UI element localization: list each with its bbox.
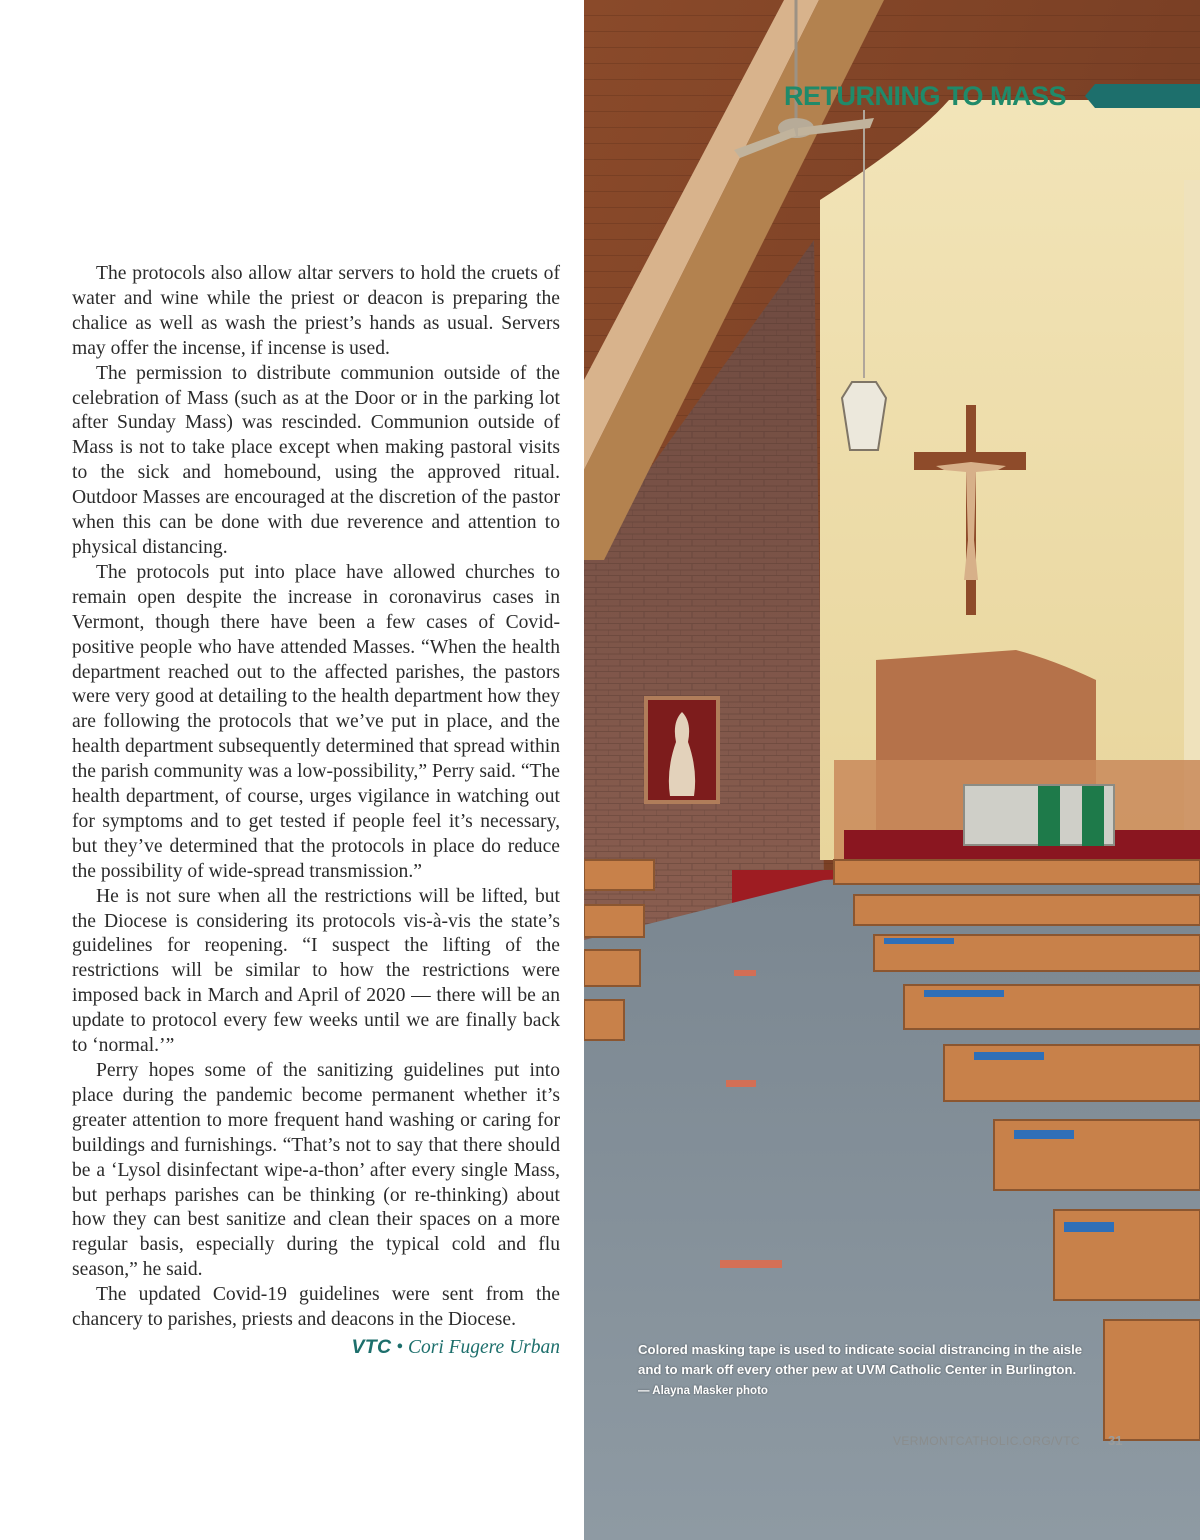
article-paragraph-5: Perry hopes some of the sanitizing guidelines put into place during the pandemic become permanent whether it’s greater attention to more frequent hand washing or caring for buildings and furnishings. “That’s not to say that there should be a ‘Lysol disinfectant wipe-a-thon’ after every single Mass, but perhaps parishes can be thinking (or re-thinking) about how they can best sanitize and clean their spaces on a more regular basis, especially during the typical cold and flu season,” he said. (72, 1060, 560, 1281)
page-number: 31 (1108, 1433, 1123, 1448)
section-title: RETURNING TO MASS (784, 81, 1067, 111)
footer-website: VERMONTCATHOLIC.ORG/VTC (893, 1434, 1080, 1448)
article-paragraph-1: The protocols also allow altar servers to hold the cruets of water and wine while the priest or deacon is preparing the chalice as well as wash the priest’s hands as usual. Servers may offer the incense, if incense is used. (72, 263, 560, 359)
church-interior-photo (584, 0, 1200, 1540)
banner-arrow-tab (1085, 84, 1200, 108)
article-paragraph-2: The permission to distribute communion outside of the celebration of Mass (such as at the Door or in the parking lot after Sunday Mass) was rescinded. Communion outside of Mass is not to take place except when making pastoral visits to the sick and homebound, using the approved ritual. Outdoor Masses are encouraged at the discretion of the pastor when this can be done with due reverence and attention to physical distancing. (72, 362, 560, 558)
article-body (72, 262, 560, 1360)
byline-publication: VTC (351, 1335, 392, 1358)
photo-caption (638, 1340, 1084, 1401)
article-paragraph-4: He is not sure when all the restrictions will be lifted, but the Diocese is considering its protocols vis-à-vis the state’s guidelines for reopening. “I suspect the lifting of the restrictions will be similar to how the restrictions were imposed back in March and April of 2020 — there will be an update to protocol every few weeks until we are finally back to ‘normal.’” (72, 885, 560, 1057)
caption-text: Colored masking tape is used to indicate social distrancing in the aisle and to mark off every other pew at UVM Catholic Center in Burlington. (638, 1342, 1083, 1377)
byline-separator: • (396, 1336, 404, 1358)
article-paragraph-6: The updated Covid-19 guidelines were sent from the chancery to parishes, priests and deacons in the Diocese. (72, 1284, 560, 1331)
byline-author: Cori Fugere Urban (407, 1336, 560, 1358)
section-banner (780, 80, 1200, 112)
byline (72, 1335, 560, 1360)
church-interior-illustration (584, 0, 1200, 1540)
caption-credit: — Alayna Masker photo (638, 1385, 768, 1397)
article-paragraph-3: The protocols put into place have allowed churches to remain open despite the increase in coronavirus cases in Vermont, though there have been a few cases of Covid-positive people who have attended Masses. “When the health department reached out to the affected parishes, the pastors were very good at detailing to the health department how they are following the protocols that we’ve put in place, and the health department subsequently determined that spread within the parish community was a low-possibility,” Perry said. “The health department, of course, urges vigilance in watching out for symptoms and to get tested if people feel it’s necessary, but they’ve determined that the protocols in place do reduce the possibility of wide-spread transmission.” (72, 561, 560, 882)
